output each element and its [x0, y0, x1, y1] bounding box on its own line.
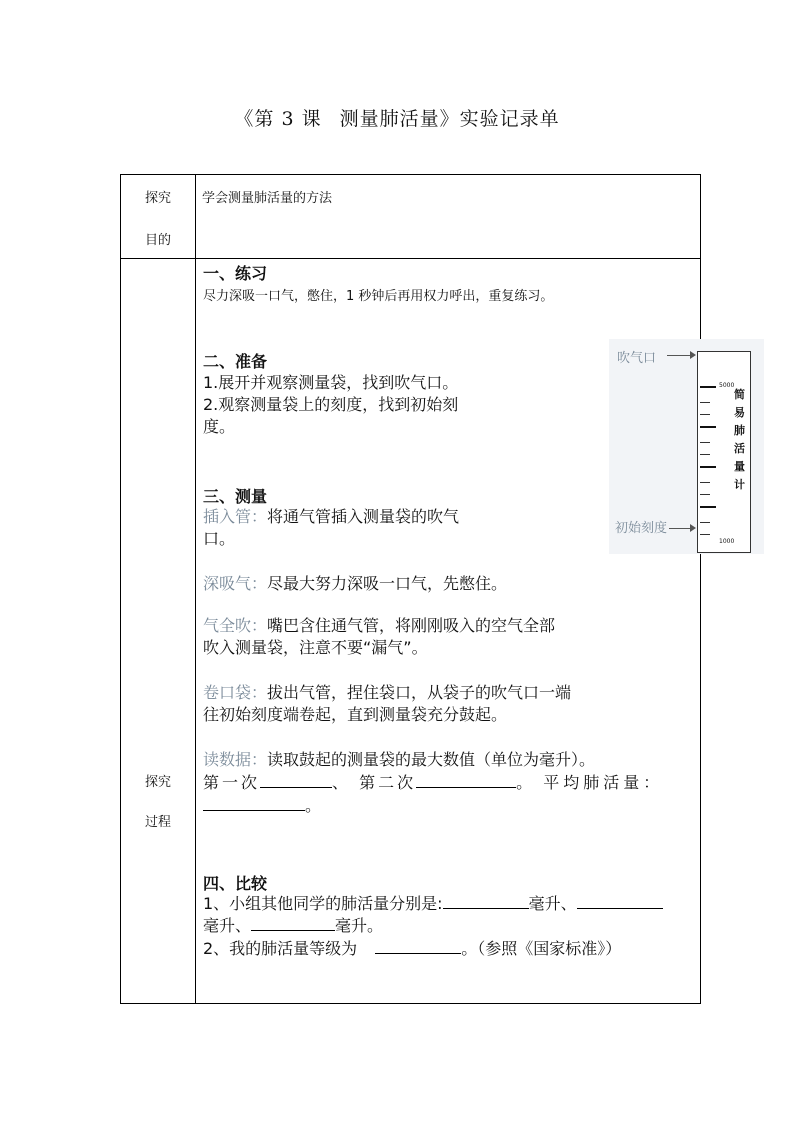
compare-line1-cont: [203, 915, 383, 937]
scale-bottom-value: 1000: [719, 538, 735, 545]
scale-minor-tick: [700, 402, 710, 403]
compare-line2: [203, 938, 621, 960]
compare-line1-text: 1、小组其他同学的肺活量分别是:: [203, 894, 443, 913]
step1-text-a: 将通气管插入测量袋的吹气: [267, 507, 460, 526]
purpose-label-line2: 目的: [144, 233, 171, 248]
initial-arrow-head-icon: [690, 524, 696, 532]
classmate-value-blank-3[interactable]: [251, 916, 335, 931]
scale-minor-tick: [700, 534, 710, 535]
measure-step5: [203, 749, 595, 771]
measure-step4: [203, 682, 571, 704]
title-part-1: 《第 3 课: [234, 108, 322, 130]
measure-heading: 三、测量: [203, 487, 268, 506]
scale-minor-tick: [700, 482, 710, 483]
second-value-blank[interactable]: [416, 773, 516, 788]
step5-text: 读取鼓起的测量袋的最大数值（单位为毫升）。: [267, 750, 596, 769]
compare-sep-1: 、: [560, 894, 577, 913]
compare-line2-end: 。（参照《国家标准》）: [461, 939, 622, 958]
process-label-cell: [121, 259, 196, 1004]
measure-step2: [203, 573, 507, 595]
bag-title: 简易肺活量计: [734, 388, 745, 491]
prepare-line2a: 2.观察测量袋上的刻度，找到初始刻: [203, 395, 459, 414]
initial-scale-label: 初始刻度: [615, 521, 668, 536]
purpose-label-line1: 探究: [144, 191, 171, 206]
practice-heading: 一、练习: [203, 264, 268, 283]
step1-key: 插入管：: [203, 507, 268, 526]
title-part-2: 测量肺活量》实验记录单: [339, 108, 560, 130]
measure-step4-b: 往初始刻度端卷起，直到测量袋充分鼓起。: [203, 705, 508, 724]
average-value-blank[interactable]: [203, 796, 305, 811]
scale-major-tick: [700, 386, 716, 388]
measure-step1-b: 口。: [203, 529, 236, 548]
step4-key: 卷口袋：: [203, 683, 268, 702]
first-value-blank[interactable]: [260, 773, 332, 788]
process-label-line1: 探究: [144, 775, 171, 790]
average-line: [203, 795, 321, 817]
practice-text: 尽力深吸一口气，憋住，1 秒钟后再用权力呼出，重复练习。: [203, 289, 554, 304]
sep2: 。: [516, 773, 536, 792]
scale-top-value: 5000: [719, 382, 735, 389]
classmate-value-blank-1[interactable]: [443, 894, 529, 909]
step5-key: 读数据：: [203, 750, 268, 769]
purpose-content-cell: [196, 175, 701, 259]
measure-step1: [203, 506, 459, 528]
scale-minor-tick: [700, 522, 710, 523]
sep1: 、: [332, 773, 352, 792]
record-table: [120, 174, 745, 1004]
step3-key: 气全吹：: [203, 616, 268, 635]
scale-minor-tick: [700, 442, 710, 443]
process-row: [121, 259, 701, 1004]
scale-minor-tick: [700, 494, 710, 495]
compare-unit-2: 毫升: [203, 916, 236, 935]
measure-step3-b: 吹入测量袋，注意不要“漏气”。: [203, 638, 428, 657]
compare-line2-text: 2、我的肺活量等级为: [203, 939, 358, 958]
compare-sep-2: 、: [235, 916, 252, 935]
classmate-value-blank-2[interactable]: [577, 894, 663, 909]
bag-scale: [697, 351, 751, 553]
average-label: 平均肺活量：: [543, 773, 664, 792]
first-label: 第一次: [203, 773, 261, 792]
inlet-arrow: [667, 355, 691, 356]
measure-results-line: [203, 772, 663, 794]
prepare-heading: 二、准备: [203, 352, 268, 371]
scale-major-tick: [700, 506, 716, 508]
scale-major-tick: [700, 466, 716, 468]
inlet-label: 吹气口: [617, 351, 657, 366]
scale-major-tick: [700, 426, 716, 428]
page-title: [0, 104, 794, 131]
step2-key: 深吸气：: [203, 574, 268, 593]
purpose-text: 学会测量肺活量的方法: [202, 191, 333, 206]
compare-heading: 四、比较: [203, 874, 268, 893]
process-label-line2: 过程: [144, 815, 171, 830]
level-value-blank[interactable]: [375, 939, 461, 954]
purpose-label-cell: [121, 175, 196, 259]
prepare-line2b: 度。: [203, 417, 236, 436]
measurement-bag-image: [609, 339, 764, 554]
process-content-cell: [196, 259, 745, 1004]
step2-text: 尽最大努力深吸一口气，先憋住。: [267, 574, 508, 593]
purpose-row: [121, 175, 701, 259]
step3-text-a: 嘴巴含住通气管，将刚刚吸入的空气全部: [267, 616, 556, 635]
measure-step3: [203, 615, 555, 637]
compare-unit-3: 毫升: [335, 916, 368, 935]
scale-minor-tick: [700, 454, 710, 455]
compare-line1: [203, 893, 663, 915]
compare-unit-1: 毫升: [528, 894, 561, 913]
compare-end-1: 。: [367, 916, 384, 935]
initial-arrow: [669, 528, 691, 529]
scale-minor-tick: [700, 414, 710, 415]
inlet-arrow-head-icon: [690, 351, 696, 359]
average-end: 。: [305, 796, 322, 815]
step4-text-a: 拔出气管，捏住袋口，从袋子的吹气口一端: [267, 683, 572, 702]
second-label: 第二次: [359, 773, 417, 792]
prepare-line1: 1.展开并观察测量袋，找到吹气口。: [203, 373, 459, 392]
